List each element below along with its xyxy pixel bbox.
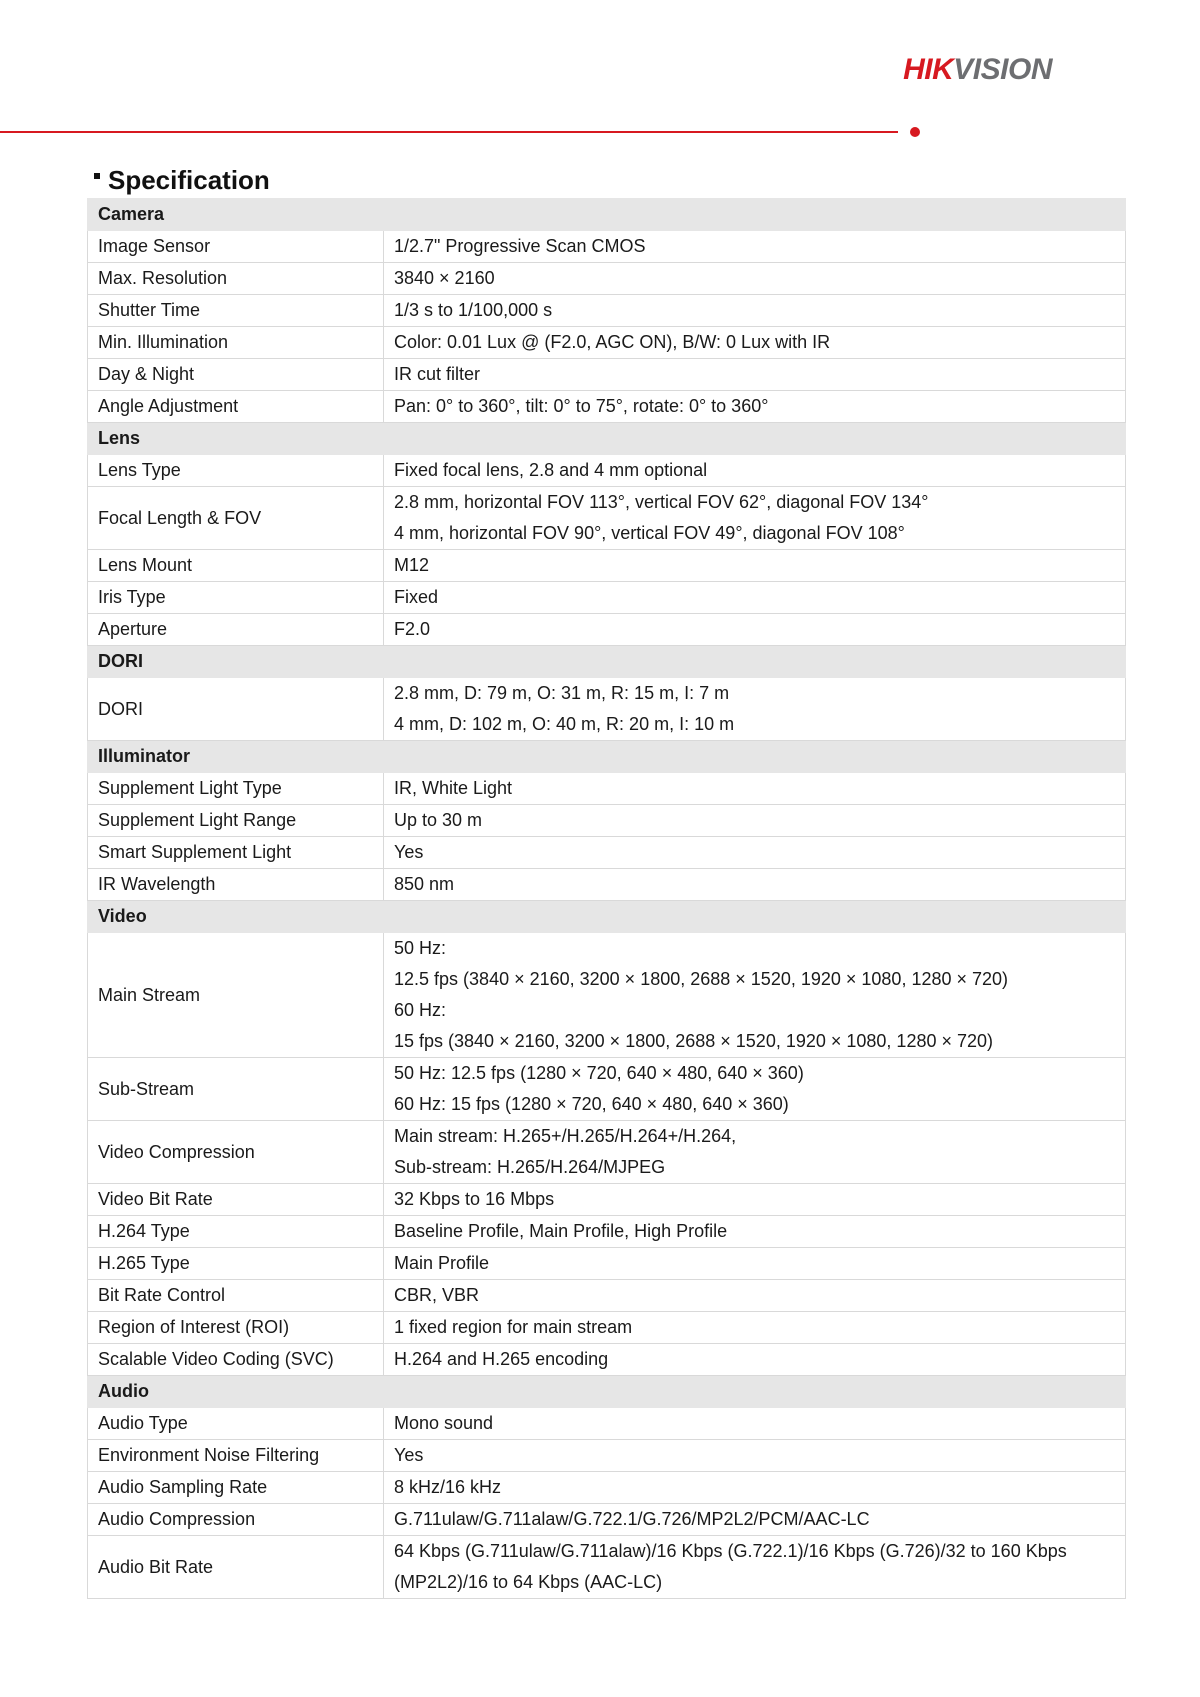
spec-value — [384, 231, 1126, 263]
spec-label: Audio Compression — [88, 1504, 384, 1536]
spec-value — [384, 1058, 1126, 1121]
logo-hik-text: HIK — [903, 53, 954, 86]
table-row — [88, 1216, 1126, 1248]
category-heading: Audio — [88, 1376, 1126, 1408]
table-row — [88, 327, 1126, 359]
table-row — [88, 1280, 1126, 1312]
spec-value — [384, 455, 1126, 487]
spec-label: IR Wavelength — [88, 869, 384, 901]
table-row — [88, 455, 1126, 487]
table-row — [88, 1058, 1126, 1121]
spec-value-line: Color: 0.01 Lux @ (F2.0, AGC ON), B/W: 0 Lux with IR — [394, 332, 831, 352]
spec-value-line: Up to 30 m — [394, 810, 483, 830]
spec-value — [384, 805, 1126, 837]
spec-value-line: (MP2L2)/16 to 64 Kbps (AAC-LC) — [394, 1572, 663, 1592]
table-row — [88, 773, 1126, 805]
spec-value-line: IR cut filter — [394, 364, 481, 384]
table-row — [88, 1121, 1126, 1184]
table-row — [88, 933, 1126, 1058]
spec-value — [384, 582, 1126, 614]
spec-value-line: G.711ulaw/G.711alaw/G.722.1/G.726/MP2L2/PCM/AAC-LC — [394, 1509, 870, 1529]
category-row — [88, 741, 1126, 773]
category-row — [88, 646, 1126, 678]
spec-value-line: 1/3 s to 1/100,000 s — [394, 300, 553, 320]
spec-label: Video Compression — [88, 1121, 384, 1184]
table-row — [88, 1408, 1126, 1440]
spec-label: Main Stream — [88, 933, 384, 1058]
spec-label: Environment Noise Filtering — [88, 1440, 384, 1472]
spec-value — [384, 869, 1126, 901]
spec-value — [384, 1184, 1126, 1216]
spec-value — [384, 1536, 1126, 1599]
spec-value-line: 12.5 fps (3840 × 2160, 3200 × 1800, 2688 × 1520, 1920 × 1080, 1280 × 720) — [394, 969, 1009, 989]
section-title-text: Specification — [108, 165, 270, 195]
spec-value — [384, 1216, 1126, 1248]
category-row — [88, 199, 1126, 231]
table-row — [88, 487, 1126, 550]
section-title — [94, 164, 270, 196]
spec-value-line: 2.8 mm, horizontal FOV 113°, vertical FOV 62°, diagonal FOV 134° — [394, 492, 929, 512]
spec-value — [384, 773, 1126, 805]
header-divider-dot — [910, 127, 920, 137]
spec-value-line: IR, White Light — [394, 778, 513, 798]
table-row — [88, 391, 1126, 423]
spec-label: Lens Mount — [88, 550, 384, 582]
spec-value — [384, 487, 1126, 550]
spec-value-line: Sub-stream: H.265/H.264/MJPEG — [394, 1157, 666, 1177]
category-row — [88, 1376, 1126, 1408]
spec-value-line: 4 mm, D: 102 m, O: 40 m, R: 20 m, I: 10 m — [394, 714, 735, 734]
spec-value-line: 60 Hz: — [394, 1000, 447, 1020]
spec-label: Angle Adjustment — [88, 391, 384, 423]
table-row — [88, 1536, 1126, 1599]
table-row — [88, 263, 1126, 295]
spec-label: Supplement Light Type — [88, 773, 384, 805]
spec-label: Max. Resolution — [88, 263, 384, 295]
spec-label: Video Bit Rate — [88, 1184, 384, 1216]
spec-label: Scalable Video Coding (SVC) — [88, 1344, 384, 1376]
category-row — [88, 901, 1126, 933]
spec-value-line: 60 Hz: 15 fps (1280 × 720, 640 × 480, 640 × 360) — [394, 1094, 789, 1114]
spec-value — [384, 550, 1126, 582]
spec-value — [384, 1121, 1126, 1184]
table-row — [88, 837, 1126, 869]
category-heading: Lens — [88, 423, 1126, 455]
spec-value — [384, 837, 1126, 869]
spec-value — [384, 1472, 1126, 1504]
spec-value-line: Mono sound — [394, 1413, 494, 1433]
spec-value-line: Fixed focal lens, 2.8 and 4 mm optional — [394, 460, 708, 480]
spec-value — [384, 263, 1126, 295]
header-divider-line — [0, 131, 898, 133]
table-row — [88, 869, 1126, 901]
hikvision-logo — [903, 52, 1052, 88]
category-heading: Video — [88, 901, 1126, 933]
spec-value-line: H.264 and H.265 encoding — [394, 1349, 609, 1369]
spec-value-line: F2.0 — [394, 619, 431, 639]
spec-value — [384, 1504, 1126, 1536]
spec-value — [384, 359, 1126, 391]
spec-table-body — [88, 199, 1126, 1599]
spec-label: Region of Interest (ROI) — [88, 1312, 384, 1344]
table-row — [88, 678, 1126, 741]
spec-value-line: 3840 × 2160 — [394, 268, 495, 288]
spec-label: Audio Bit Rate — [88, 1536, 384, 1599]
spec-value — [384, 1280, 1126, 1312]
spec-label: Audio Sampling Rate — [88, 1472, 384, 1504]
spec-value-line: Baseline Profile, Main Profile, High Profile — [394, 1221, 728, 1241]
spec-value-line: 1/2.7" Progressive Scan CMOS — [394, 236, 646, 256]
spec-value — [384, 678, 1126, 741]
table-row — [88, 231, 1126, 263]
spec-value — [384, 1440, 1126, 1472]
spec-label: Aperture — [88, 614, 384, 646]
spec-label: Shutter Time — [88, 295, 384, 327]
spec-value — [384, 1248, 1126, 1280]
spec-value — [384, 1344, 1126, 1376]
spec-value-line: Yes — [394, 842, 424, 862]
category-heading: Camera — [88, 199, 1126, 231]
category-heading: Illuminator — [88, 741, 1126, 773]
bullet-icon — [94, 173, 100, 179]
spec-label: Audio Type — [88, 1408, 384, 1440]
spec-label: Day & Night — [88, 359, 384, 391]
spec-value — [384, 295, 1126, 327]
spec-label: Focal Length & FOV — [88, 487, 384, 550]
spec-value-line: 4 mm, horizontal FOV 90°, vertical FOV 49°, diagonal FOV 108° — [394, 523, 905, 543]
spec-value-line: Main stream: H.265+/H.265/H.264+/H.264, — [394, 1126, 737, 1146]
spec-value-line: 15 fps (3840 × 2160, 3200 × 1800, 2688 × 1520, 1920 × 1080, 1280 × 720) — [394, 1031, 994, 1051]
spec-value-line: Yes — [394, 1445, 424, 1465]
spec-value — [384, 1312, 1126, 1344]
spec-value-line: CBR, VBR — [394, 1285, 480, 1305]
table-row — [88, 295, 1126, 327]
table-row — [88, 1312, 1126, 1344]
spec-label: DORI — [88, 678, 384, 741]
spec-label: Sub-Stream — [88, 1058, 384, 1121]
table-row — [88, 550, 1126, 582]
spec-value-line: 50 Hz: — [394, 938, 447, 958]
spec-label: Min. Illumination — [88, 327, 384, 359]
table-row — [88, 805, 1126, 837]
spec-value-line: Pan: 0° to 360°, tilt: 0° to 75°, rotate: 0° to 360° — [394, 396, 769, 416]
table-row — [88, 1504, 1126, 1536]
spec-value-line: M12 — [394, 555, 430, 575]
table-row — [88, 614, 1126, 646]
spec-value-line: 1 fixed region for main stream — [394, 1317, 633, 1337]
spec-label: H.265 Type — [88, 1248, 384, 1280]
table-row — [88, 1472, 1126, 1504]
spec-label: Bit Rate Control — [88, 1280, 384, 1312]
spec-value-line: Main Profile — [394, 1253, 490, 1273]
table-row — [88, 359, 1126, 391]
table-row — [88, 1184, 1126, 1216]
spec-value-line: 64 Kbps (G.711ulaw/G.711alaw)/16 Kbps (G.722.1)/16 Kbps (G.726)/32 to 160 Kbps — [394, 1541, 1067, 1561]
table-row — [88, 1248, 1126, 1280]
spec-label: Smart Supplement Light — [88, 837, 384, 869]
category-heading: DORI — [88, 646, 1126, 678]
table-row — [88, 582, 1126, 614]
spec-value-line: 850 nm — [394, 874, 455, 894]
spec-value-line: 8 kHz/16 kHz — [394, 1477, 502, 1497]
spec-value-line: 50 Hz: 12.5 fps (1280 × 720, 640 × 480, 640 × 360) — [394, 1063, 804, 1083]
spec-label: Lens Type — [88, 455, 384, 487]
spec-label: Supplement Light Range — [88, 805, 384, 837]
spec-label: H.264 Type — [88, 1216, 384, 1248]
spec-label: Image Sensor — [88, 231, 384, 263]
spec-value-line: 32 Kbps to 16 Mbps — [394, 1189, 555, 1209]
spec-value-line: Fixed — [394, 587, 439, 607]
spec-value — [384, 391, 1126, 423]
table-row — [88, 1440, 1126, 1472]
logo-vision-text: VISION — [953, 53, 1052, 86]
spec-value-line: 2.8 mm, D: 79 m, O: 31 m, R: 15 m, I: 7 m — [394, 683, 730, 703]
spec-label: Iris Type — [88, 582, 384, 614]
spec-value — [384, 1408, 1126, 1440]
spec-table — [87, 198, 1126, 1599]
table-row — [88, 1344, 1126, 1376]
spec-value — [384, 614, 1126, 646]
spec-value — [384, 933, 1126, 1058]
category-row — [88, 423, 1126, 455]
spec-value — [384, 327, 1126, 359]
